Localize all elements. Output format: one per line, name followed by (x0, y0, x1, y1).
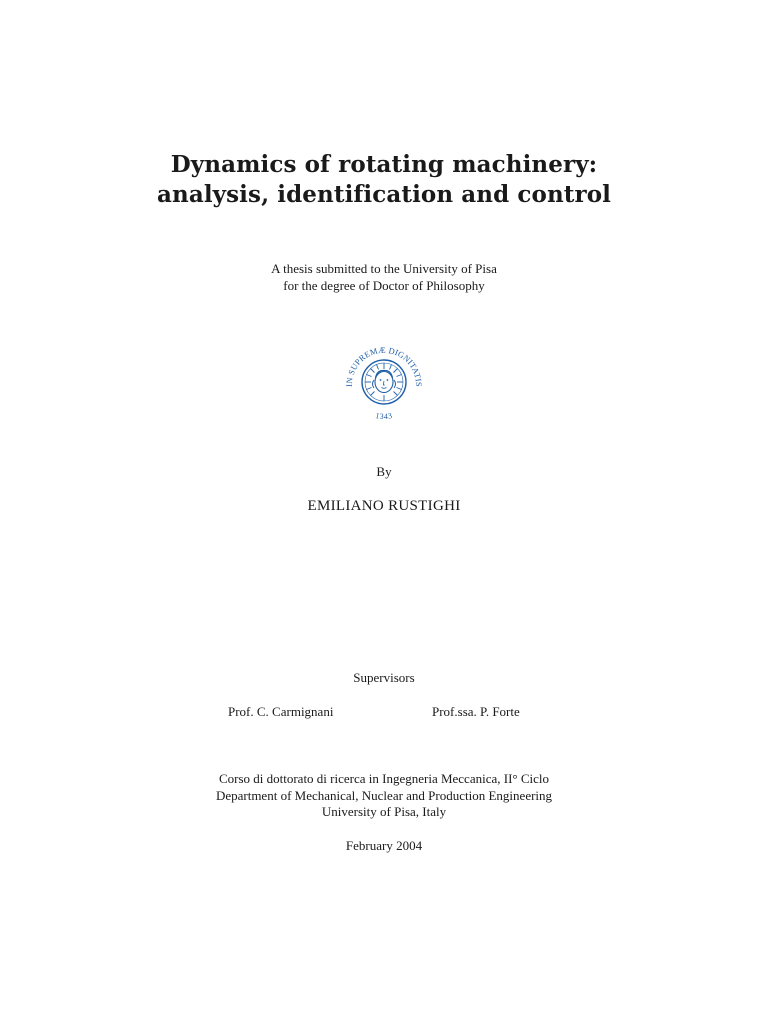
thesis-title (0, 150, 768, 210)
submission-date: February 2004 (345, 838, 423, 853)
affiliation-course: Corso di dottorato di ricerca in Ingegneria Meccanica, II° Ciclo (218, 771, 550, 786)
seal-year: 1343 (374, 411, 394, 422)
affiliation-block (0, 771, 768, 821)
submission-line-2: for the degree of Doctor of Philosophy (283, 278, 485, 293)
svg-text:1343 (375, 411, 394, 421)
supervisor-name: Prof.ssa. P. Forte (432, 704, 520, 719)
university-seal-icon (340, 338, 428, 426)
affiliation-department: Department of Mechanical, Nuclear and Production Engineering (215, 787, 553, 803)
submission-statement (0, 260, 768, 294)
supervisor-name: Prof. C. Carmignani (228, 704, 334, 719)
affiliation-university: University of Pisa, Italy (321, 804, 447, 819)
supervisors-label: Supervisors (353, 670, 415, 685)
seal-motto: IN SUPREMÆ DIGNITATIS (344, 345, 424, 387)
thesis-title-line-1: Dynamics of rotating machinery: (170, 151, 598, 178)
author-name: EMILIANO RUSTIGHI (307, 498, 461, 514)
by-label: By (376, 464, 392, 479)
submission-line-1: A thesis submitted to the University of Pisa (271, 261, 497, 276)
thesis-title-line-2: analysis, identification and control (157, 181, 611, 208)
